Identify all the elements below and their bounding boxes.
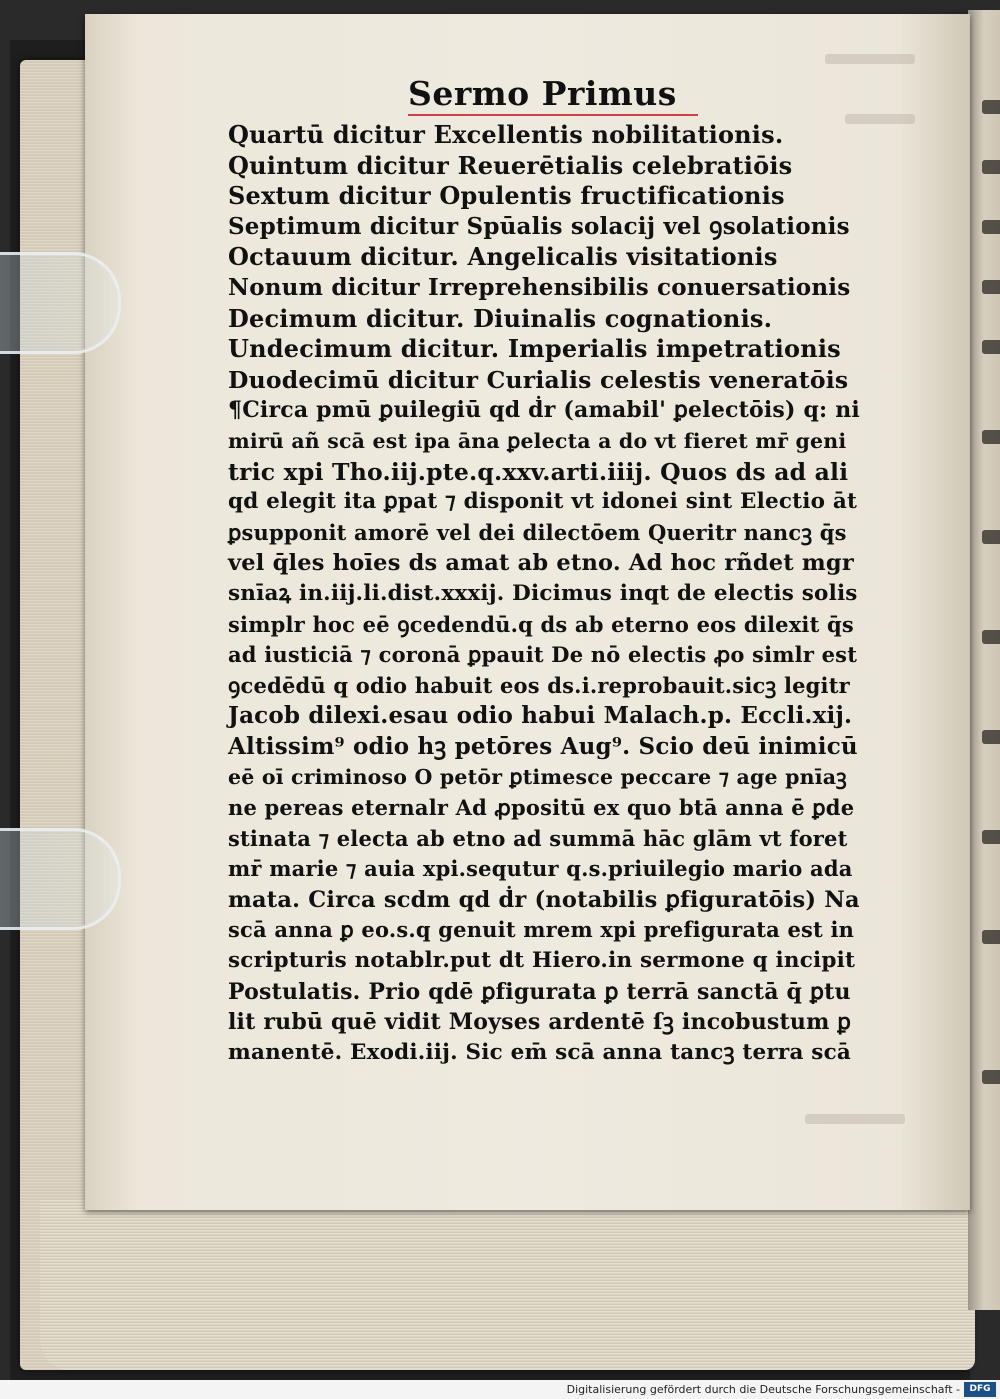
text-line: scā anna ꝑ eo.s.q genuit mrem xpi prefigurata est in xyxy=(228,917,855,943)
page-block-bottom xyxy=(40,1200,975,1370)
text-line: Sextum dicitur Opulentis fructificationis xyxy=(228,181,785,211)
text-line: qd elegit ita ꝑpat ⁊ disponit vt idonei sint Electio āt xyxy=(228,489,858,515)
dfg-logo: DFG xyxy=(964,1382,996,1397)
page-clamp-top xyxy=(0,252,121,354)
text-line: simplr hoc eē ꝯcedendū.q ds ab eterno eos dilexit q̄s xyxy=(228,611,854,637)
text-line: ꝯcedēdū q odio habuit eos ds.i.reprobauit.sicꝫ legitr xyxy=(228,672,850,698)
text-line: stinata ⁊ electa ab etno ad summā hāc glām vt foret xyxy=(228,825,848,851)
text-block xyxy=(228,120,858,1068)
text-line: mr̄ marie ⁊ auia xpi.sequtur q.s.priuilegio mario ada xyxy=(228,856,853,882)
text-line: Duodecimū dicitur Curialis celestis veneratōis xyxy=(228,365,849,394)
text-line: ad iusticiā ⁊ coronā ꝑpauit De nō electis ꝓo simlr est xyxy=(228,642,858,668)
heading-red-rule xyxy=(408,114,698,116)
text-line: Nonum dicitur Irreprehensibilis conuersationis xyxy=(228,273,851,301)
text-line: mata. Circa scdm qd ḋr (notabilis ꝑfiguratōis) Na xyxy=(228,886,860,913)
text-line: vel q̄les hoīes ds amat ab etno. Ad hoc rñdet mgr xyxy=(228,550,854,577)
text-line: eē oī criminoso O petōr ꝑtimesce peccare ⁊ age pnīaꝫ xyxy=(228,765,847,790)
text-line: Quintum dicitur Reuerētialis celebratiōis xyxy=(228,150,793,180)
text-line: Altissim⁹ odio hꝫ petōres Aug⁹. Scio deū inimicū xyxy=(228,732,858,760)
page-heading: Sermo Primus xyxy=(408,74,677,113)
funding-credit: Digitalisierung gefördert durch die Deutsche Forschungsgemeinschaft - xyxy=(566,1383,960,1396)
page-clamp-bottom xyxy=(0,828,121,930)
text-line: mirū añ scā est ipa āna ꝑelecta a do vt fieret mr̄ geni xyxy=(228,428,847,453)
text-line: Undecimum dicitur. Imperialis impetrationis xyxy=(228,334,841,364)
text-line: manentē. Exodi.iij. Sic em̄ scā anna tancꝫ terra scā xyxy=(228,1039,851,1065)
footer-bar xyxy=(0,1380,1000,1399)
text-line: lit rubū quē vidit Moyses ardentē ſꝫ incobustum ꝑ xyxy=(228,1009,852,1036)
text-line: ne pereas eternalr Ad ꝓpositū ex quo btā anna ē ꝑde xyxy=(228,795,855,821)
text-line: ꝑsupponit amorē vel dei dilectōem Queritr nancꝫ q̄s xyxy=(228,519,847,545)
text-line: Octauum dicitur. Angelicalis visitationis xyxy=(228,242,778,272)
text-line: Postulatis. Prio qdē ꝑfigurata ꝑ terrā sanctā q̄ ꝑtu xyxy=(228,978,851,1005)
text-line: Septimum dicitur Spūalis solacij vel ꝯsolationis xyxy=(228,212,850,240)
text-line: scripturis notablr.put dt Hiero.in sermone q incipit xyxy=(228,948,856,974)
text-line: tric xpi Tho.iij.pte.q.xxv.arti.iiij. Quos ds ad ali xyxy=(228,457,849,486)
text-line: Quartū dicitur Excellentis nobilitationis. xyxy=(228,120,784,149)
text-line: Decimum dicitur. Diuinalis cognationis. xyxy=(228,303,773,333)
facing-page-edge xyxy=(968,10,1000,1310)
text-line: Jacob dilexi.esau odio habui Malach.p. Eccli.xij. xyxy=(228,702,853,730)
text-line: snīaꝝ in.iij.li.dist.xxxij. Dicimus inqt de electis solis xyxy=(228,580,858,606)
text-line: ¶Circa pmū ꝑuilegiū qd ḋr (amabil' ꝑelectōis) q: ni xyxy=(228,397,860,424)
